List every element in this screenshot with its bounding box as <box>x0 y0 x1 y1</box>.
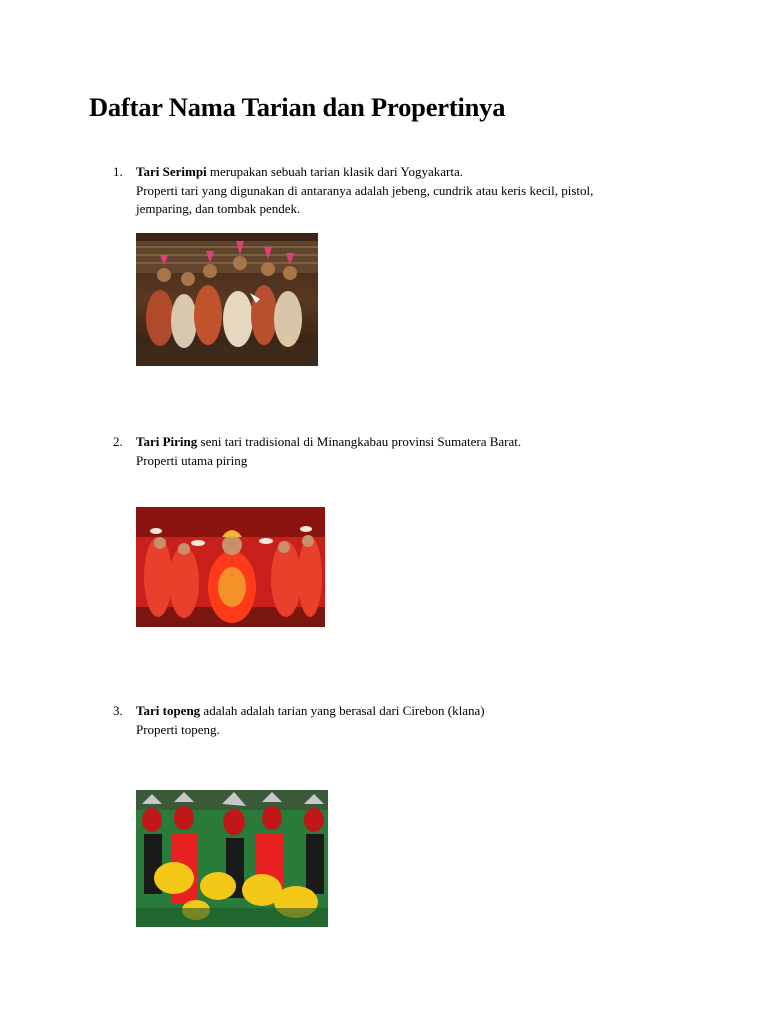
dance-name: Tari topeng <box>136 703 201 718</box>
item-text <box>136 433 696 470</box>
list-number: 2. <box>113 434 123 449</box>
dance-description: adalah adalah tarian yang berasal dari Cirebon (klana) <box>200 703 485 718</box>
dance-name: Tari Piring <box>136 434 198 449</box>
item-text <box>136 163 696 219</box>
dance-description: merupakan sebuah tarian klasik dari Yogyakarta. <box>206 164 463 179</box>
topeng-dance-photo <box>136 790 328 927</box>
property-line: Properti utama piring <box>136 452 248 468</box>
list-number: 3. <box>113 703 123 718</box>
dance-name: Tari Serimpi <box>136 164 207 179</box>
dance-description: seni tari tradisional di Minangkabau provinsi Sumatera Barat. <box>197 434 522 449</box>
piring-dance-photo <box>136 507 325 627</box>
property-line: Properti topeng. <box>136 721 220 737</box>
list-number: 1. <box>113 164 123 179</box>
property-line: jemparing, dan tombak pendek. <box>136 201 301 216</box>
item-text <box>136 702 696 739</box>
page-title: Daftar Nama Tarian dan Propertinya <box>89 92 506 122</box>
serimpi-dance-photo <box>136 233 318 366</box>
property-line: Properti tari yang digunakan di antaranya adalah jebeng, cundrik atau keris kecil, pistol, <box>136 182 594 198</box>
